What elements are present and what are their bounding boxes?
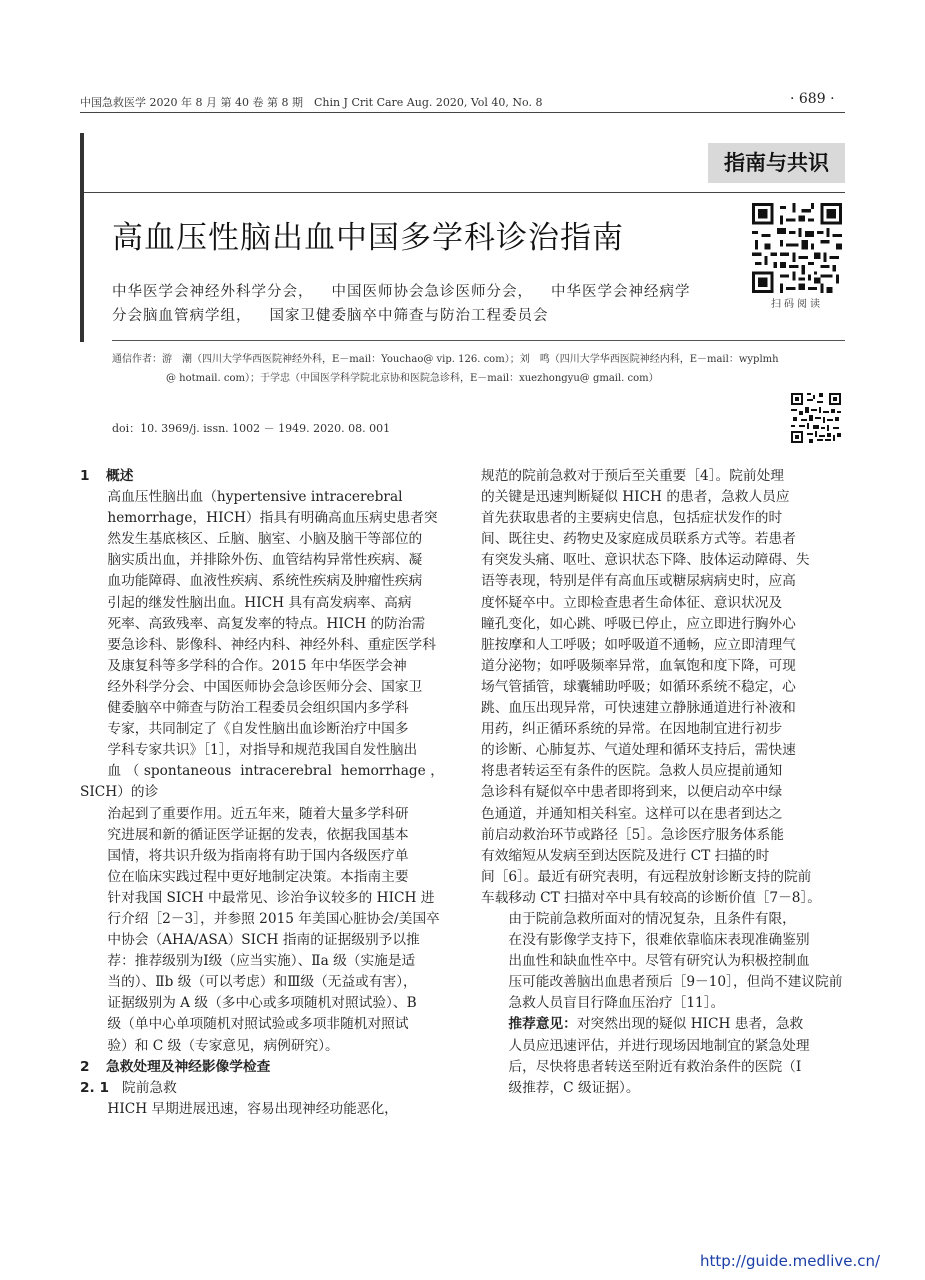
text-line: hemorrhage，HICH）指具有明确高血压病史患者突 <box>107 510 438 527</box>
section-badge: 指南与共识 <box>708 143 845 183</box>
recommendation <box>481 1014 845 1098</box>
header-rule <box>80 112 845 113</box>
text-line: 然发生基底核区、丘脑、脑室、小脑及脑干等部位的 <box>107 531 423 548</box>
text-line: 要急诊科、影像科、神经内科、神经外科、重症医学科 <box>107 636 436 653</box>
qr-label: 扫码阅读 <box>771 299 823 310</box>
author-org: 中华医学会神经外科学分会， <box>112 284 314 300</box>
text-line: 后，尽快将患者转送至附近有救治条件的医院（Ⅰ <box>508 1058 802 1075</box>
qr-code-small-icon[interactable] <box>791 393 841 443</box>
text-line: 血（spontaneous intracerebral hemorrhage，SICH）的诊 <box>80 763 444 801</box>
text-line: 血功能障碍、血液性疾病、系统性疾病及肿瘤性疾病 <box>107 573 423 590</box>
header-frame-rule <box>80 192 845 193</box>
running-head: 中国急救医学 2020 年 8 月 第 40 卷 第 8 期 Chin J Crit Care Aug. 2020, Vol 40, No. 8 <box>80 96 543 109</box>
text-line: 健委脑卒中筛查与防治工程委员会组织国内多学科 <box>107 700 409 717</box>
paragraph-prehospital-start: HICH 早期进展迅速，容易出现神经功能恶化， <box>107 1100 398 1117</box>
text-line: 前启动救治环节或路径［5］。急诊医疗服务体系能 <box>481 826 784 843</box>
author-org: 国家卫健委脑卒中筛查与防治工程委员会 <box>269 308 549 324</box>
text-line: 位在临床实践过程中更好地制定决策。本指南主要 <box>107 868 409 885</box>
text-line: 脏按摩和人工呼吸；如呼吸道不通畅，应立即清理气 <box>481 636 796 653</box>
text-line: 学科专家共识》［1］，对指导和规范我国自发性脑出 <box>107 742 418 759</box>
correspondence-authors <box>112 350 847 388</box>
subsection-heading-2-1: 2. 1 院前急救 <box>80 1079 177 1096</box>
text-line: 急救人员盲目行降血压治疗［11］。 <box>508 995 725 1012</box>
page-number: · 689 · <box>790 91 835 107</box>
header-frame-bar <box>80 133 84 193</box>
correspondence-line: 通信作者：游 潮（四川大学华西医院神经外科，E－mail：Youchao@ vip. 126. com）；刘 鸣（四川大学华西医院神经内科，E－mail：wyplmh <box>112 354 779 365</box>
text-line: 语等表现，特别是伴有高血压或糖尿病病史时，应高 <box>481 573 796 590</box>
author-org: 中国医师协会急诊医师分会， <box>331 284 533 300</box>
text-line: 及康复科等多学科的合作。2015 年中华医学会神 <box>107 657 407 674</box>
text-line: 行介绍［2－3］，并参照 2015 年美国心脏协会/美国卒 <box>107 910 440 927</box>
text-line: 验）和 C 级（专家意见，病例研究）。 <box>107 1037 339 1054</box>
text-line: 间［6］。最近有研究表明，有远程放射诊断支持的院前 <box>481 868 812 885</box>
text-line: 究进展和新的循证医学证据的发表，依据我国基本 <box>107 826 409 843</box>
qr-code-icon[interactable] <box>752 203 842 293</box>
left-column <box>80 466 444 1120</box>
right-column <box>481 466 845 1099</box>
text-line: 规范的院前急救对于预后至关重要［4］。院前处理 <box>481 468 784 484</box>
text-line: 车载移动 CT 扫描对卒中具有较高的诊断价值［7－8］。 <box>481 889 821 906</box>
text-line: 级（单中心单项随机对照试验或多项非随机对照试 <box>107 1016 409 1033</box>
authors-line-2 <box>112 304 722 328</box>
text-line: 荐：推荐级别为Ⅰ级（应当实施）、Ⅱa 级（实施是适 <box>107 953 416 970</box>
paragraph-prehospital-continued <box>481 466 845 909</box>
watermark-link[interactable]: http://guide.medlive.cn/ <box>700 1252 881 1270</box>
author-org: 中华医学会神经病学 <box>551 284 691 300</box>
paragraph-overview <box>80 487 444 1057</box>
author-org: 分会脑血管病学组， <box>112 308 252 324</box>
text-line: 治起到了重要作用。近五年来，随着大量多学科研 <box>107 805 409 822</box>
text-line: 压可能改善脑出血患者预后［9－10］，但尚不建议院前 <box>508 974 843 991</box>
text-line: 有效缩短从发病至到达医院及进行 CT 扫描的时 <box>481 847 770 864</box>
text-line: 在没有影像学支持下，很难依靠临床表现准确鉴别 <box>508 932 810 949</box>
authors-line-1 <box>112 280 722 304</box>
text-line: 国情，将共识升级为指南将有助于国内各级医疗单 <box>107 847 409 864</box>
doi: doi：10. 3969/j. issn. 1002 － 1949. 2020. 08. 001 <box>112 422 391 435</box>
text-line: 脑实质出血，并排除外伤、血管结构异常性疾病、凝 <box>107 552 423 569</box>
text-line: 针对我国 SICH 中最常见、诊治争议较多的 HICH 进 <box>107 889 435 906</box>
article-title: 高血压性脑出血中国多学科诊治指南 <box>112 220 624 256</box>
paragraph-bp-control <box>481 909 845 1014</box>
text-line: 高血压性脑出血（hypertensive intracerebral <box>107 489 403 506</box>
affiliation-rule <box>112 340 845 341</box>
author-affiliations <box>112 280 722 328</box>
text-line: 级推荐，C 级证据）。 <box>508 1079 640 1096</box>
text-line: 瞳孔变化，如心跳、呼吸已停止，应立即进行胸外心 <box>481 615 796 632</box>
text-line: 间、既往史、药物史及家庭成员联系方式等。若患者 <box>481 531 796 548</box>
title-side-bar <box>80 192 84 342</box>
section-heading-2: 2 急救处理及神经影像学检查 <box>80 1058 271 1075</box>
text-line: 引起的继发性脑出血。HICH 具有高发病率、高病 <box>107 594 412 611</box>
text-line: 场气管插管，球囊辅助呼吸；如循环系统不稳定，心 <box>481 678 796 695</box>
text-line: 死率、高致残率、高复发率的特点。HICH 的防治需 <box>107 615 426 632</box>
section-heading-1: 1 概述 <box>80 468 134 484</box>
text-line: 的关键是迅速判断疑似 HICH 的患者，急救人员应 <box>481 489 790 506</box>
text-line: 推荐意见：对突然出现的疑似 HICH 患者，急救 <box>508 1016 804 1033</box>
text-line: 用药，纠正循环系统的异常。在因地制宜进行初步 <box>481 721 783 738</box>
text-line: 当的）、Ⅱb 级（可以考虑）和Ⅲ级（无益或有害）， <box>107 974 417 991</box>
text-line: 首先获取患者的主要病史信息，包括症状发作的时 <box>481 510 783 527</box>
text-line: 有突发头痛、呕吐、意识状态下降、肢体运动障碍、失 <box>481 552 810 569</box>
text-line: 将患者转运至有条件的医院。急救人员应提前通知 <box>481 763 783 780</box>
text-line: 色通道，并通知相关科室。这样可以在患者到达之 <box>481 805 783 822</box>
text-line: 道分泌物；如呼吸频率异常，血氧饱和度下降，可现 <box>481 657 796 674</box>
text-line: 出血性和缺血性卒中。尽管有研究认为积极控制血 <box>508 953 810 970</box>
text-line: 跳、血压出现异常，可快速建立静脉通道进行补液和 <box>481 700 796 717</box>
text-line: 的诊断、心肺复苏、气道处理和循环支持后，需快速 <box>481 742 796 759</box>
text-line: 中协会（AHA/ASA）SICH 指南的证据级别予以推 <box>107 932 420 949</box>
text-line: 专家，共同制定了《自发性脑出血诊断治疗中国多 <box>107 721 409 738</box>
text-line: 由于院前急救所面对的情况复杂，且条件有限， <box>508 910 796 927</box>
text-line: 急诊科有疑似卒中患者即将到来，以便启动卒中绿 <box>481 784 783 801</box>
recommendation-label: 推荐意见： <box>508 1016 577 1033</box>
text-line: 人员应迅速评估，并进行现场因地制宜的紧急处理 <box>508 1037 810 1054</box>
correspondence-line: @ hotmail. com）；于学忠（中国医学科学院北京协和医院急诊科，E－mail：xuezhongyu@ gmail. com） <box>166 373 659 384</box>
text-line: 度怀疑卒中。立即检查患者生命体征、意识状况及 <box>481 594 783 611</box>
text-line: 证据级别为 A 级（多中心或多项随机对照试验）、B <box>107 995 417 1012</box>
text-line: 经外科学分会、中国医师协会急诊医师分会、国家卫 <box>107 678 423 695</box>
